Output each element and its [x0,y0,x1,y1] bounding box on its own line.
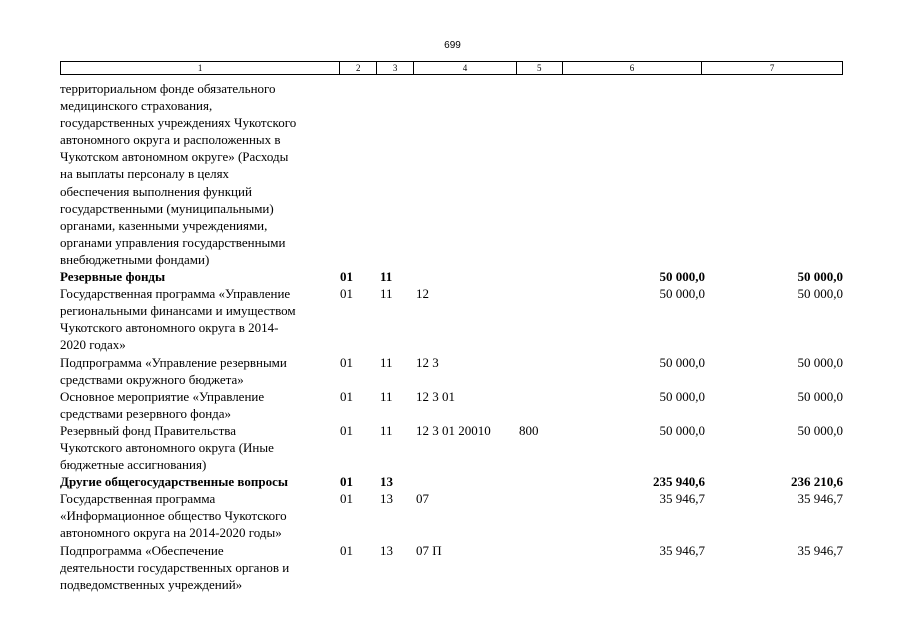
amount-col-7: 50 000,0 [797,388,843,404]
row-name-line: Резервные фонды [60,269,166,285]
section-code: 01 [340,286,353,302]
header-col-6: 6 [563,62,703,74]
subsection-code: 13 [380,474,393,490]
subsection-code: 13 [380,542,393,558]
row-name [60,285,340,353]
amount-col-6: 50 000,0 [659,388,705,404]
amount-col-7 [705,80,843,268]
row-name [60,388,340,422]
section-code: 01 [340,354,353,370]
row-name-line: Чукотского автономного округа в 2014- [60,320,279,336]
expense-type [519,80,565,268]
expense-type [519,354,565,388]
table-row [60,473,843,490]
target-article: 12 3 [416,354,439,370]
expense-type [519,473,565,490]
row-name-line: региональными финансами и имуществом [60,303,296,319]
row-name-line: Подпрограмма «Обеспечение [60,542,224,558]
table-row [60,268,843,285]
header-col-3: 3 [377,62,414,74]
row-name-line: государственными (муниципальными) [60,200,274,216]
header-col-1: 1 [61,62,340,74]
subsection-code: 11 [380,269,393,285]
amount-col-7: 50 000,0 [797,422,843,438]
section-code: 01 [340,474,353,490]
target-article: 07 П [416,542,442,558]
amount-col-6: 50 000,0 [659,269,705,285]
budget-table-body [60,80,843,593]
amount-col-6: 50 000,0 [659,354,705,370]
expense-type [519,388,565,422]
table-row [60,80,843,268]
row-name-line: Основное мероприятие «Управление [60,388,265,404]
row-name [60,490,340,541]
table-row [60,285,843,353]
target-article: 12 3 01 [416,388,455,404]
row-name-line: Государственная программа [60,491,216,507]
row-name-line: Государственная программа «Управление [60,286,291,302]
expense-type [519,285,565,353]
row-name [60,473,340,490]
amount-col-7: 50 000,0 [797,269,843,285]
amount-col-6: 50 000,0 [659,286,705,302]
row-name-line: Чукотского автономного округа (Иные [60,439,274,455]
row-name-line: автономного округа и расположенных в [60,132,281,148]
amount-col-6: 235 940,6 [653,474,705,490]
row-name-line: Резервный фонд Правительства [60,422,236,438]
row-name-line: «Информационное общество Чукотского [60,508,287,524]
target-article [416,473,519,490]
row-name-line: 2020 годах» [60,337,126,353]
amount-col-7: 50 000,0 [797,286,843,302]
row-name-line: средствами резервного фонда» [60,405,232,421]
row-name-line: территориальном фонде обязательного [60,81,276,96]
row-name-line: деятельности государственных органов и [60,559,290,575]
subsection-code: 13 [380,491,393,507]
table-row [60,354,843,388]
subsection-code [380,80,416,268]
subsection-code: 11 [380,388,393,404]
section-code: 01 [340,491,353,507]
table-row [60,388,843,422]
table-row [60,542,843,593]
target-article: 12 [416,286,429,302]
row-name [60,422,340,473]
row-name-line: автономного округа на 2014-2020 годы» [60,525,282,541]
row-name-line: внебюджетными фондами) [60,251,210,267]
page-number: 699 [444,40,461,51]
target-article: 07 [416,491,429,507]
amount-col-6: 50 000,0 [659,422,705,438]
amount-col-6: 35 946,7 [659,542,705,558]
amount-col-7: 35 946,7 [797,542,843,558]
row-name-line: Чукотском автономном округе» (Расходы [60,149,289,165]
expense-type [519,490,565,541]
header-col-2: 2 [340,62,377,74]
subsection-code: 11 [380,286,393,302]
subsection-code: 11 [380,354,393,370]
row-name [60,80,340,268]
target-article: 12 3 01 20010 [416,422,491,438]
amount-col-7: 236 210,6 [791,474,843,490]
row-name [60,268,340,285]
row-name-line: медицинского страхования, [60,98,213,114]
section-code [340,80,380,268]
expense-type [519,542,565,593]
target-article [416,80,519,268]
section-code: 01 [340,422,353,438]
row-name-line: на выплаты персоналу в целях [60,166,230,182]
row-name-line: государственных учреждениях Чукотского [60,115,297,131]
amount-col-7: 35 946,7 [797,491,843,507]
row-name-line: органами, казенными учреждениями, [60,217,268,233]
table-header [60,61,843,75]
expense-type [519,268,565,285]
expense-type: 800 [519,422,539,438]
amount-col-7: 50 000,0 [797,354,843,370]
row-name-line: подведомственных учреждений» [60,576,243,592]
row-name [60,354,340,388]
row-name [60,542,340,593]
amount-col-6: 35 946,7 [659,491,705,507]
row-name-line: обеспечения выполнения функций [60,183,252,199]
header-col-4: 4 [414,62,517,74]
section-code: 01 [340,269,353,285]
table-row [60,490,843,541]
row-name-line: органами управления государственными [60,234,286,250]
row-name-line: Подпрограмма «Управление резервными [60,354,287,370]
target-article [416,268,519,285]
row-name-line: бюджетные ассигнования) [60,457,207,473]
subsection-code: 11 [380,422,393,438]
header-col-5: 5 [517,62,563,74]
row-name-line: Другие общегосударственные вопросы [60,474,288,490]
amount-col-6 [565,80,705,268]
table-row [60,422,843,473]
row-name-line: средствами окружного бюджета» [60,371,244,387]
section-code: 01 [340,542,353,558]
section-code: 01 [340,388,353,404]
header-col-7: 7 [769,63,775,73]
